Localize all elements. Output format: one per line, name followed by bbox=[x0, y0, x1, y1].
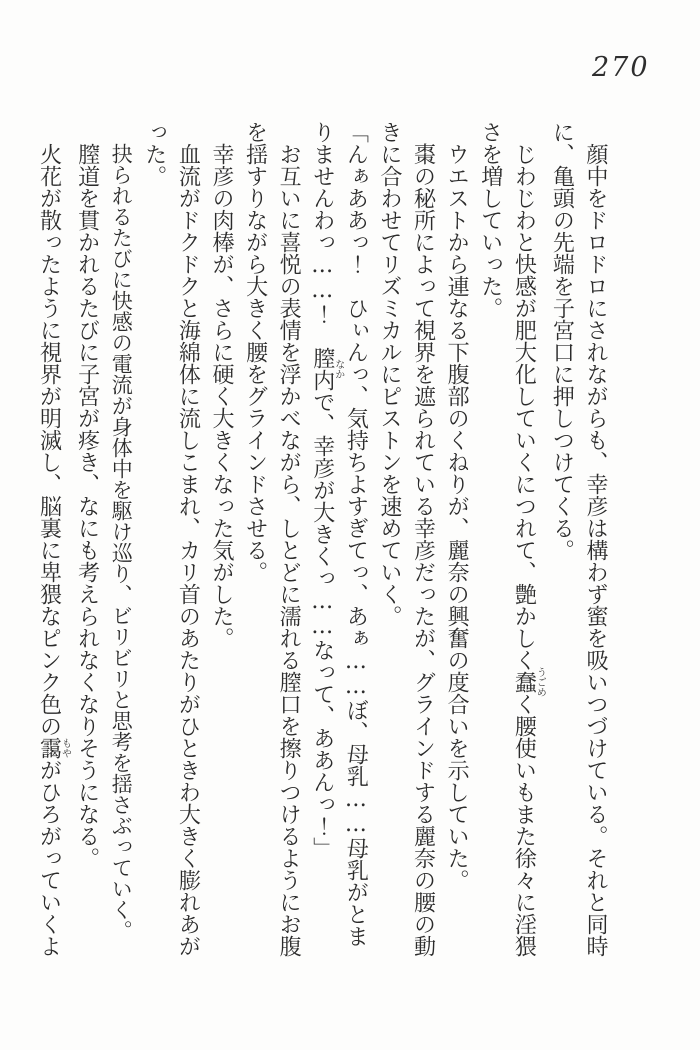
paragraph: 棗の秘所によって視界を遮られている幸彦だったが、グラインドする麗奈の腰の動きに合わせてリズミカルにピストンを速めていく。 bbox=[376, 121, 436, 957]
paragraph: じわじわと快感が肥大化していくにつれて、艶かしく蠢うごめく腰使いもまた徐々に淫猥さを増していった。 bbox=[477, 121, 546, 957]
furigana-annotated-word: 蠢うごめ bbox=[511, 667, 546, 697]
furigana-annotated-word: 靄もや bbox=[36, 737, 71, 759]
paragraph: 膣道を貫かれるたびに子宮が疼き、なにも考えられなくなりそうになる。 bbox=[74, 143, 100, 869]
paragraph: 抉られるたびに快感の電流が身体中を駆け巡り、ビリビリと思考を揺さぶっていく。 bbox=[109, 143, 134, 941]
furigana-text: もや bbox=[59, 737, 71, 759]
body-text-block bbox=[32, 121, 612, 966]
paragraph: お互いに喜悦の表情を浮かべながら、しとどに濡れる膣口を擦りつけるようにお腹を揺すりながら大きく腰をグラインドさせる。 bbox=[242, 121, 302, 957]
furigana-text: なか bbox=[332, 347, 344, 391]
furigana-annotated-word: 膣内なか bbox=[309, 347, 344, 391]
paragraph: 火花が散ったように視界が明滅し、脳裏に卑猥なピンク色の靄もやがひろがっていくよ bbox=[36, 143, 71, 957]
paragraph: 幸彦の肉棒が、さらに硬く大きくなった気がした。 bbox=[208, 143, 234, 649]
page-number: 270 bbox=[592, 52, 650, 83]
paragraph: ウエストから連なる下腹部のくねりが、麗奈の興奮の度合いを示していた。 bbox=[444, 143, 470, 891]
furigana-text: うごめ bbox=[534, 667, 546, 697]
paragraph: 顔中をドロドロにされながらも、幸彦は構わず蜜を吸いつづけている。それと同時に、亀頭の先端を子宮口に押しつけてくる。 bbox=[549, 121, 608, 957]
paragraph: 「んぁああっ！ ひぃんっ、気持ちよすぎてっ、あぁ……ぼ、母乳……母乳がとまりませんわっ……！ 膣内なかで、幸彦が大きくっ……なって、ああんっ！」 bbox=[309, 121, 369, 947]
paragraph: 血流がドクドクと海綿体に流しこまれ、カリ首のあたりがひときわ大きく膨れあがった。 bbox=[141, 121, 201, 957]
